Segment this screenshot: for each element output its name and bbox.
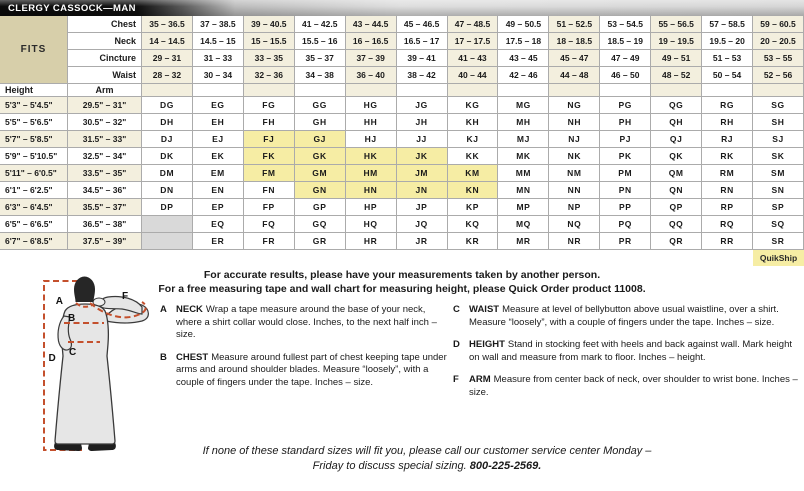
size-code-cell: KN [448,182,499,199]
size-code-cell: SQ [753,216,804,233]
diagram-label-f: F [122,291,129,302]
size-code-cell: JQ [397,216,448,233]
fits-value-cell: 37 – 39 [346,50,397,67]
column-spacer-cell [753,84,804,97]
phone-number: 800-225-2569. [469,460,542,472]
fits-value-cell: 41 – 42.5 [295,16,346,33]
size-code-cell: SJ [753,131,804,148]
section-body [176,352,450,390]
height-range-cell: 5'11" – 6'0.5" [0,165,68,182]
height-range-cell: 6'7" – 6'8.5" [0,233,68,250]
fits-value-cell: 19.5 – 20 [702,33,753,50]
height-range-cell: 6'1" – 6'2.5" [0,182,68,199]
fits-value-cell: 51 – 53 [702,50,753,67]
size-code-cell: SR [753,233,804,250]
fits-value-cell: 33 – 35 [244,50,295,67]
fits-value-cell: 16.5 – 17 [397,33,448,50]
fits-value-cell: 32 – 36 [244,67,295,84]
size-code-cell: HN [346,182,397,199]
size-code-cell: EP [193,199,244,216]
size-code-cell: NR [549,233,600,250]
height-range-cell: 6'3" – 6'4.5" [0,199,68,216]
size-code-cell: DK [142,148,193,165]
size-code-cell: PH [600,114,651,131]
section-text: Measure at level of bellybutton above usual waistline, over a shirt. Measure “loosely”, with a couple of fingers under the tape. Inches – size. [469,304,779,328]
fits-value-cell: 50 – 54 [702,67,753,84]
fits-value-cell: 17.5 – 18 [498,33,549,50]
page-title: CLERGY CASSOCK—MAN [8,2,136,14]
size-code-cell: RP [702,199,753,216]
size-code-cell: GG [295,97,346,114]
column-spacer-cell [448,84,499,97]
section-body [469,304,801,329]
size-code-cell: RR [702,233,753,250]
fits-value-cell: 41 – 43 [448,50,499,67]
fits-row-label: Cincture [68,50,142,67]
instruction-section-arm [453,374,801,399]
fits-value-cell: 14 – 14.5 [142,33,193,50]
size-code-cell: MM [498,165,549,182]
fits-value-cell: 28 – 32 [142,67,193,84]
arm-range-cell: 36.5" – 38" [68,216,142,233]
section-body [176,304,450,342]
height-range-cell: 6'5" – 6'6.5" [0,216,68,233]
size-code-cell: GM [295,165,346,182]
size-code-cell: HG [346,97,397,114]
instruction-column-right [453,304,801,409]
size-code-cell: FQ [244,216,295,233]
size-code-cell: HM [346,165,397,182]
fits-value-cell: 47 – 49 [600,50,651,67]
fits-row-label: Chest [68,16,142,33]
size-code-cell: MG [498,97,549,114]
height-range-cell: 5'9" – 5'10.5" [0,148,68,165]
fits-value-cell: 18 – 18.5 [549,33,600,50]
size-code-cell: FK [244,148,295,165]
size-code-cell: GJ [295,131,346,148]
fits-value-cell: 38 – 42 [397,67,448,84]
size-code-cell: KJ [448,131,499,148]
size-code-cell: RK [702,148,753,165]
fits-value-cell: 35 – 37 [295,50,346,67]
instruction-column-left [160,304,450,399]
size-code-cell: DH [142,114,193,131]
arm-range-cell: 32.5" – 34" [68,148,142,165]
quikship-row-spacer [0,250,753,266]
fits-row-label: Waist [68,67,142,84]
size-code-cell: JP [397,199,448,216]
section-keyword: ARM [469,374,491,385]
height-range-cell: 5'7" – 5'8.5" [0,131,68,148]
fits-value-cell: 59 – 60.5 [753,16,804,33]
size-code-cell: QH [651,114,702,131]
fits-value-cell: 45 – 47 [549,50,600,67]
fits-value-cell: 34 – 38 [295,67,346,84]
size-code-cell: GK [295,148,346,165]
size-code-cell: RJ [702,131,753,148]
size-code-cell: NN [549,182,600,199]
diagram-label-a: A [55,296,63,307]
size-code-cell: GH [295,114,346,131]
size-code-cell: DN [142,182,193,199]
size-code-cell: HQ [346,216,397,233]
section-letter: F [453,374,459,385]
fits-value-cell: 39 – 41 [397,50,448,67]
fits-value-cell: 45 – 46.5 [397,16,448,33]
arm-range-cell: 35.5" – 37" [68,199,142,216]
size-code-cell: JN [397,182,448,199]
size-code-cell: FM [244,165,295,182]
size-code-cell: KG [448,97,499,114]
fits-value-cell: 42 – 46 [498,67,549,84]
column-spacer-cell [193,84,244,97]
size-code-cell: JM [397,165,448,182]
size-code-cell: GP [295,199,346,216]
size-code-cell: NK [549,148,600,165]
fits-value-cell: 16 – 16.5 [346,33,397,50]
size-code-cell: JK [397,148,448,165]
size-code-cell: NM [549,165,600,182]
section-text: Wrap a tape measure around the base of your neck, where a shirt collar would close. Inches, to the next half inch – size. [176,304,437,340]
arm-range-cell: 37.5" – 39" [68,233,142,250]
special-sizing-note [192,444,662,474]
section-text: Stand in stocking feet with heels and back against wall. Mark height on wall and measure from mark to floor. Inches – height. [469,339,792,363]
size-code-cell: PJ [600,131,651,148]
size-code-cell: SH [753,114,804,131]
size-code-cell: QQ [651,216,702,233]
size-table [0,16,804,266]
size-code-cell: DP [142,199,193,216]
size-code-cell: MR [498,233,549,250]
section-body [469,339,801,364]
fits-value-cell: 19 – 19.5 [651,33,702,50]
fits-value-cell: 52 – 56 [753,67,804,84]
size-code-cell: KK [448,148,499,165]
special-sizing-text: If none of these standard sizes will fit you, please call our customer service center Monday – Friday to discuss special sizing. [202,445,652,472]
size-code-cell: JH [397,114,448,131]
size-code-cell: QK [651,148,702,165]
size-code-cell: FR [244,233,295,250]
size-code-cell: NQ [549,216,600,233]
size-code-cell: HP [346,199,397,216]
size-code-cell: GQ [295,216,346,233]
size-code-cell: SM [753,165,804,182]
size-code-cell: EN [193,182,244,199]
size-code-cell: ER [193,233,244,250]
size-code-cell: PQ [600,216,651,233]
size-code-cell: FH [244,114,295,131]
size-code-cell: MQ [498,216,549,233]
size-code-cell: RH [702,114,753,131]
fits-header-cell: FITS [0,16,68,84]
arm-range-cell: 29.5" – 31" [68,97,142,114]
diagram-label-b: B [68,313,76,324]
size-code-cell: EH [193,114,244,131]
column-spacer-cell [295,84,346,97]
size-code-cell: JG [397,97,448,114]
arm-range-cell: 33.5" – 35" [68,165,142,182]
size-code-cell: NP [549,199,600,216]
size-code-cell: GN [295,182,346,199]
size-code-cell: JR [397,233,448,250]
size-code-cell: SG [753,97,804,114]
fits-value-cell: 15.5 – 16 [295,33,346,50]
size-code-cell: PN [600,182,651,199]
fits-value-cell: 31 – 33 [193,50,244,67]
arm-range-cell: 31.5" – 33" [68,131,142,148]
size-code-cell: KH [448,114,499,131]
height-range-cell: 5'5" – 5'6.5" [0,114,68,131]
note-line-2: For a free measuring tape and wall chart for measuring height, please Quick Order product 11008. [158,283,646,295]
diagram-label-c: C [69,347,77,358]
size-code-cell: HJ [346,131,397,148]
instruction-section-height [453,339,801,364]
size-code-cell: FG [244,97,295,114]
size-code-cell: RG [702,97,753,114]
height-column-header: Height [0,84,68,97]
fits-value-cell: 57 – 58.5 [702,16,753,33]
size-code-cell: NG [549,97,600,114]
column-spacer-cell [397,84,448,97]
size-code-cell: PG [600,97,651,114]
size-code-cell: HH [346,114,397,131]
size-code-cell: SN [753,182,804,199]
fits-value-cell: 43 – 45 [498,50,549,67]
size-code-cell: PP [600,199,651,216]
size-code-cell: EK [193,148,244,165]
fits-value-cell: 53 – 55 [753,50,804,67]
fits-value-cell: 36 – 40 [346,67,397,84]
size-code-cell: QJ [651,131,702,148]
head-silhouette [74,277,95,303]
size-code-cell [142,233,193,250]
fits-value-cell: 46 – 50 [600,67,651,84]
size-code-cell: QM [651,165,702,182]
fits-value-cell: 15 – 15.5 [244,33,295,50]
instruction-section-chest [160,352,450,390]
note-line-1: For accurate results, please have your measurements taken by another person. [203,269,601,281]
fits-value-cell: 17 – 17.5 [448,33,499,50]
size-code-cell: EJ [193,131,244,148]
size-code-cell: NJ [549,131,600,148]
size-code-cell: HK [346,148,397,165]
section-body [469,374,801,399]
section-keyword: NECK [176,304,203,315]
arm-range-cell: 30.5" – 32" [68,114,142,131]
arm-column-header: Arm [68,84,142,97]
section-text: Measure around fullest part of chest keeping tape under arms and around shoulder blades. Measure “loosely”, with a couple of fingers under the tape. Inches – size. [176,351,447,388]
fits-value-cell: 49 – 51 [651,50,702,67]
fits-value-cell: 35 – 36.5 [142,16,193,33]
table-title-bar [0,0,804,16]
fits-value-cell: 44 – 48 [549,67,600,84]
section-keyword: HEIGHT [469,339,505,350]
arm-range-cell: 34.5" – 36" [68,182,142,199]
size-code-cell: QP [651,199,702,216]
cassock-diagram [20,276,160,461]
column-spacer-cell [346,84,397,97]
size-code-cell: KP [448,199,499,216]
size-code-cell: HR [346,233,397,250]
fits-value-cell: 48 – 52 [651,67,702,84]
section-keyword: CHEST [176,351,209,363]
size-code-cell: QG [651,97,702,114]
size-code-cell: EQ [193,216,244,233]
fits-value-cell: 39 – 40.5 [244,16,295,33]
size-code-cell [142,216,193,233]
size-code-cell: DG [142,97,193,114]
size-code-cell: KM [448,165,499,182]
size-code-cell: RM [702,165,753,182]
column-spacer-cell [651,84,702,97]
instructions-section [0,266,804,491]
size-code-cell: EG [193,97,244,114]
column-spacer-cell [244,84,295,97]
fits-value-cell: 51 – 52.5 [549,16,600,33]
fits-value-cell: 30 – 34 [193,67,244,84]
section-keyword: WAIST [469,304,500,315]
size-code-cell: DM [142,165,193,182]
size-code-cell: MP [498,199,549,216]
fits-value-cell: 18.5 – 19 [600,33,651,50]
size-code-cell: EM [193,165,244,182]
size-code-cell: FN [244,182,295,199]
size-code-cell: MK [498,148,549,165]
fits-value-cell: 37 – 38.5 [193,16,244,33]
size-code-cell: FJ [244,131,295,148]
column-spacer-cell [549,84,600,97]
size-code-cell: RQ [702,216,753,233]
size-code-cell: GR [295,233,346,250]
fits-value-cell: 55 – 56.5 [651,16,702,33]
section-letter: C [453,304,460,315]
instruction-section-waist [453,304,801,329]
column-spacer-cell [498,84,549,97]
size-code-cell: QN [651,182,702,199]
size-code-cell: MN [498,182,549,199]
fits-value-cell: 47 – 48.5 [448,16,499,33]
fits-value-cell: 43 – 44.5 [346,16,397,33]
section-text: Measure from center back of neck, over shoulder to wrist bone. Inches – size. [469,374,798,398]
size-code-cell: JJ [397,131,448,148]
size-code-cell: NH [549,114,600,131]
column-spacer-cell [600,84,651,97]
size-code-cell: RN [702,182,753,199]
size-code-cell: SP [753,199,804,216]
column-spacer-cell [142,84,193,97]
fits-value-cell: 53 – 54.5 [600,16,651,33]
section-letter: A [160,304,167,315]
size-code-cell: PM [600,165,651,182]
fits-value-cell: 20 – 20.5 [753,33,804,50]
section-letter: D [453,339,460,350]
size-code-cell: PR [600,233,651,250]
size-code-cell: FP [244,199,295,216]
diagram-label-d: D [48,353,56,364]
size-code-cell: MH [498,114,549,131]
fits-row-label: Neck [68,33,142,50]
column-spacer-cell [702,84,753,97]
fits-value-cell: 40 – 44 [448,67,499,84]
size-code-cell: KQ [448,216,499,233]
fits-value-cell: 29 – 31 [142,50,193,67]
quikship-badge: QuikShip [753,250,804,266]
size-code-cell: KR [448,233,499,250]
fits-value-cell: 14.5 – 15 [193,33,244,50]
instruction-section-neck [160,304,450,342]
size-code-cell: PK [600,148,651,165]
size-code-cell: MJ [498,131,549,148]
size-code-cell: DJ [142,131,193,148]
height-range-cell: 5'3" – 5'4.5" [0,97,68,114]
size-code-cell: SK [753,148,804,165]
fits-value-cell: 49 – 50.5 [498,16,549,33]
section-letter: B [160,351,167,363]
size-code-cell: QR [651,233,702,250]
